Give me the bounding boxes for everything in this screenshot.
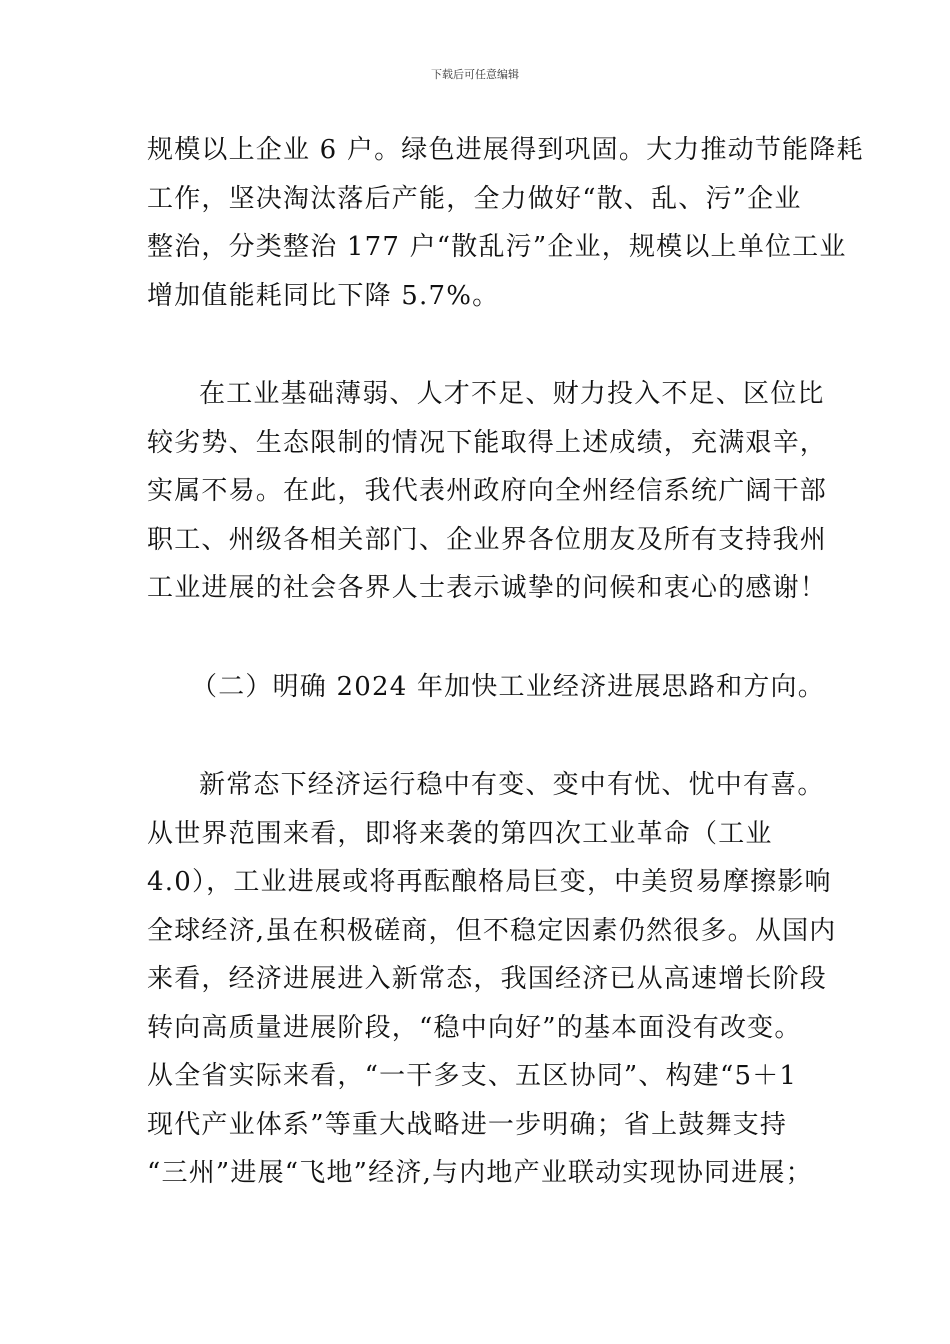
- heading-text: （二）明确 2024 年加快工业经济进展思路和方向。: [191, 671, 825, 702]
- text-line: 整治，分类整治 177 户“散乱污”企业，规模以上单位工业: [147, 232, 847, 262]
- paragraph-gap: [147, 613, 819, 663]
- text-line: 从世界范围来看，即将来袭的第四次工业革命（工业: [147, 818, 773, 849]
- text-line: “三州”进展“飞地”经济,与内地产业联动实现协同进展；: [147, 1158, 813, 1188]
- text-line: 全球经济,虽在积极磋商，但不稳定因素仍然很多。从国内: [147, 915, 837, 946]
- paragraph-4: [147, 761, 837, 1198]
- text-line: 从全省实际来看，“一干多支、五区协同”、构建“5＋1: [147, 1061, 798, 1091]
- text-line: 较劣势、生态限制的情况下能取得上述成绩，充满艰辛，: [147, 427, 828, 458]
- text-line: 4.0），工业进展或将再酝酿格局巨变，中美贸易摩擦影响: [147, 867, 832, 897]
- text-line: 在工业基础薄弱、人才不足、财力投入不足、区位比: [199, 379, 825, 409]
- section-heading: [147, 663, 825, 712]
- text-line: 来看，经济进展进入新常态，我国经济已从高速增长阶段: [147, 964, 828, 994]
- paragraph-1: [147, 126, 864, 320]
- text-line: 现代产业体系”等重大战略进一步明确；省上鼓舞支持: [147, 1109, 788, 1140]
- text-line: 增加值能耗同比下降 5.7%。: [147, 280, 500, 311]
- text-line: 转向高质量进展阶段，“稳中向好”的基本面没有改变。: [147, 1012, 802, 1043]
- text-line: 实属不易。在此，我代表州政府向全州经信系统广阔干部: [147, 476, 828, 506]
- paragraph-gap: [147, 320, 819, 370]
- page-header: 下载后可任意编辑: [431, 68, 519, 81]
- document-body: [147, 126, 864, 1198]
- text-line: 工作，坚决淘汰落后产能，全力做好“散、乱、污”企业: [147, 183, 802, 214]
- text-line: 职工、州级各相关部门、企业界各位朋友及所有支持我州: [147, 524, 828, 555]
- text-line: 规模以上企业 6 户。绿色进展得到巩固。大力推动节能降耗: [147, 135, 864, 165]
- paragraph-2: [147, 370, 828, 613]
- text-line: 新常态下经济运行稳中有变、变中有忧、忧中有喜。: [199, 770, 825, 800]
- text-line: 工业进展的社会各界人士表示诚挚的问候和衷心的感谢！: [147, 573, 828, 603]
- paragraph-gap: [147, 711, 819, 761]
